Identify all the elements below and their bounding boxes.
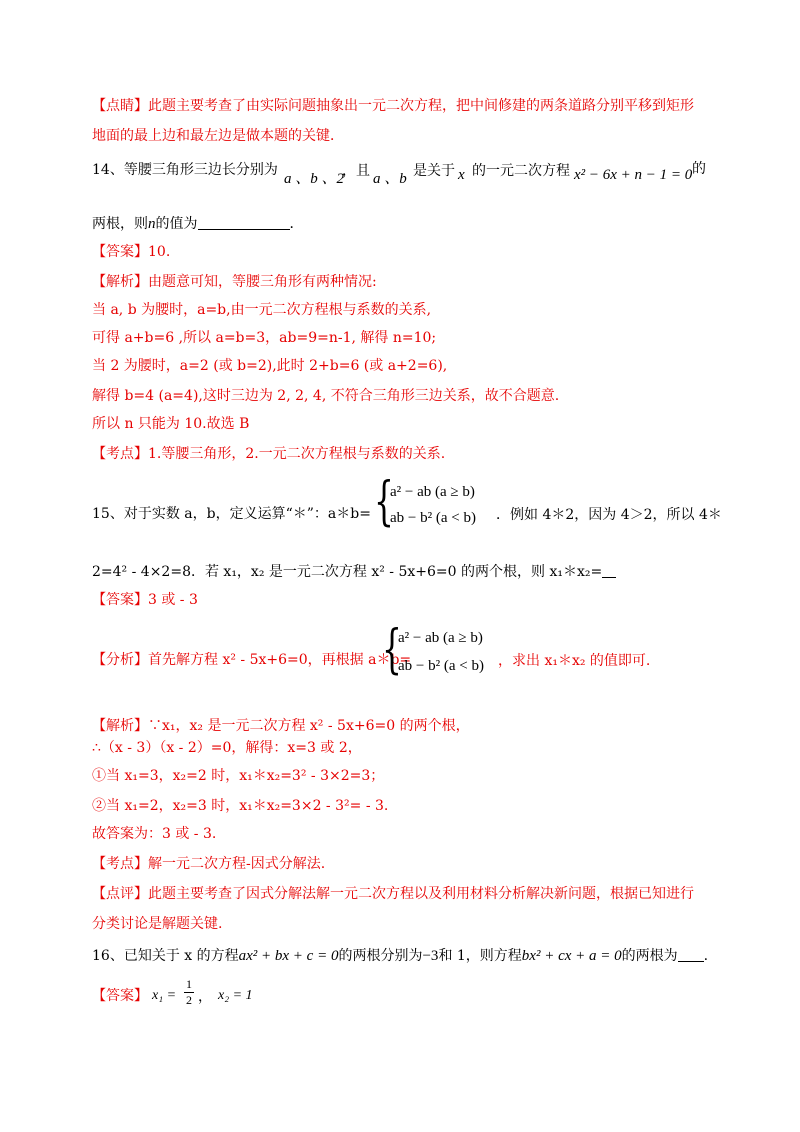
q14-analysis-line: 可得 a+b=6 ,所以 a=b=3，ab=9=n-1, 解得 n=10;	[92, 330, 437, 346]
note-tag: 【点睛】	[92, 98, 148, 114]
piecewise-brace: {	[374, 472, 394, 532]
q15-analysis-line: ①当 x₁=3，x₂=2 时，x₁＊x₂=3² - 3×2=3；	[92, 768, 385, 784]
piecewise-case2: ab − b² (a < b)	[398, 658, 484, 674]
q15-stem-line1: 15、对于实数 a，b，定义运算“＊”：a＊b=	[92, 506, 371, 522]
q15-analysis-line: ∴（x - 3）（x - 2）=0，解得：x=3 或 2，	[92, 740, 362, 756]
piecewise-case1: a² − ab (a ≥ b)	[398, 630, 483, 646]
piecewise-case2: ab − b² (a < b)	[390, 510, 476, 526]
q15-analysis-line: 【解析】∵x₁，x₂ 是一元二次方程 x² - 5x+6=0 的两个根，	[92, 718, 470, 734]
q15-analysis-line: 故答案为：3 或 - 3.	[92, 826, 217, 842]
q14-answer: 【答案】10.	[92, 244, 171, 260]
q14-analysis-line: 解得 b=4 (a=4),这时三边为 2, 2, 4, 不符合三角形三边关系，故不合题意.	[92, 388, 560, 404]
q13-note-line2: 地面的最上边和最左边是做本题的关键．	[92, 128, 344, 144]
piecewise-case1: a² − ab (a ≥ b)	[390, 484, 475, 500]
answer-blank	[678, 947, 704, 962]
piecewise-brace: {	[382, 620, 402, 680]
q16-eq2: bx² + cx + a = 0	[521, 948, 622, 964]
q14-sides: a 、b 、2	[284, 171, 345, 187]
q13-note-line1: 【点睛】此题主要考查了由实际问题抽象出一元二次方程，把中间修建的两条道路分别平移到矩形	[92, 98, 694, 114]
q14-stem-line1: 14、等腰三角形三边长分别为	[92, 162, 278, 178]
q14-roots: a 、b	[373, 171, 407, 187]
q14-analysis-line: 当 a, b 为腰时，a=b,由一元二次方程根与系数的关系,	[92, 302, 432, 318]
document-page: 【点睛】此题主要考查了由实际问题抽象出一元二次方程，把中间修建的两条道路分别平移到矩形 地面的最上边和最左边是做本题的关键． 14、等腰三角形三边长分别为 a 、b 、2 ，且 a 、b 是关于 x 的一元二次方程 x² − 6x + n − 1 = 0 的 两根，则n的值为 ． 【答案】10. 【解析】由题意可知，等腰三角形有两种情况: 当 a, b 为腰时，a=b,由一元二次方程根与系数的关系, 可得 a+b=6 ,所以 a=b=3，ab=9=n-1, 解得 n=10; 当 2 为腰时，a=2 (或 b=2),此时 2+b=6 (或 a+2=6), 解得 b=4 (a=4),这时三边为 2, 2, 4, 不符合三角形三边关系，故不合题意. 所以 n 只能为 10.故选 B 【考点】1.等腰三角形，2.一元二次方程根与系数的关系. 15、对于实数 a，b，定义运算“＊”：a＊b= { a² − ab (a ≥ b) ab − b² (a < b) ．例如 4＊2，因为 4＞2，所以 4＊ 2=4² - 4×2=8．若 x₁，x₂ 是一元二次方程 x² - 5x+6=0 的两个根，则 x₁＊x₂= 【答案】3 或 - 3 【分析】首先解方程 x² - 5x+6=0，再根据 a＊b= { a² − ab (a ≥ b) ab − b² (a < b) ，求出 x₁＊x₂ 的值即可. 【解析】∵x₁，x₂ 是一元二次方程 x² - 5x+6=0 的两个根， ∴（x - 3）（x - 2）=0，解得：x=3 或 2， ①当 x₁=3，x₂=2 时，x₁＊x₂=3² - 3×2=3； ②当 x₁=2，x₂=3 时，x₁＊x₂=3×2 - 3²= - 3. 故答案为：3 或 - 3. 【考点】解一元二次方程-因式分解法. 【点评】此题主要考查了因式分解法解一元二次方程以及利用材料分析解决新问题，根据已知进行 分类讨论是解题关键. 16、已知关于 x 的方程ax² + bx + c = 0的两根分别为−3和 1，则方程bx² + cx + a = 0的两根为 . 【答案】 x₁ = $\frac{1}{2}$ ， x₂ = 1	[92, 98, 722, 1007]
answer-blank	[602, 563, 616, 578]
answer-fraction: $\frac{1}{2}$	[186, 977, 192, 1007]
q15-stem-line2: 2=4² - 4×2=8．若 x₁，x₂ 是一元二次方程 x² - 5x+6=0 的两个根，则 x₁＊x₂=	[92, 562, 616, 582]
q15-dianping-line2: 分类讨论是解题关键.	[92, 916, 223, 932]
q15-analysis-line: ②当 x₁=2，x₂=3 时，x₁＊x₂=3×2 - 3²= - 3.	[92, 798, 389, 814]
q14-kaodian: 【考点】1.等腰三角形，2.一元二次方程根与系数的关系.	[92, 446, 446, 462]
q14-stem-line2: 两根，则n的值为 ．	[92, 216, 304, 232]
answer-blank	[198, 215, 290, 230]
q15-kaodian: 【考点】解一元二次方程-因式分解法.	[92, 856, 326, 872]
q14-analysis-line: 【解析】由题意可知，等腰三角形有两种情况:	[92, 274, 377, 290]
q15-fenxi: 【分析】首先解方程 x² - 5x+6=0，再根据 a＊b=	[92, 652, 412, 668]
q16-answer: 【答案】	[92, 988, 148, 1004]
q14-analysis-line: 当 2 为腰时，a=2 (或 b=2),此时 2+b=6 (或 a+2=6),	[92, 358, 448, 374]
q16-eq1: ax² + bx + c = 0	[238, 948, 339, 964]
q15-answer: 【答案】3 或 - 3	[92, 592, 198, 608]
q15-dianping-line1: 【点评】此题主要考查了因式分解法解一元二次方程以及利用材料分析解决新问题，根据已知进行	[92, 886, 694, 902]
q16-stem: 16、已知关于 x 的方程ax² + bx + c = 0的两根分别为−3和 1，则方程bx² + cx + a = 0的两根为 .	[92, 948, 709, 964]
q14-equation: x² − 6x + n − 1 = 0	[574, 167, 693, 183]
q14-analysis-line: 所以 n 只能为 10.故选 B	[92, 416, 250, 432]
